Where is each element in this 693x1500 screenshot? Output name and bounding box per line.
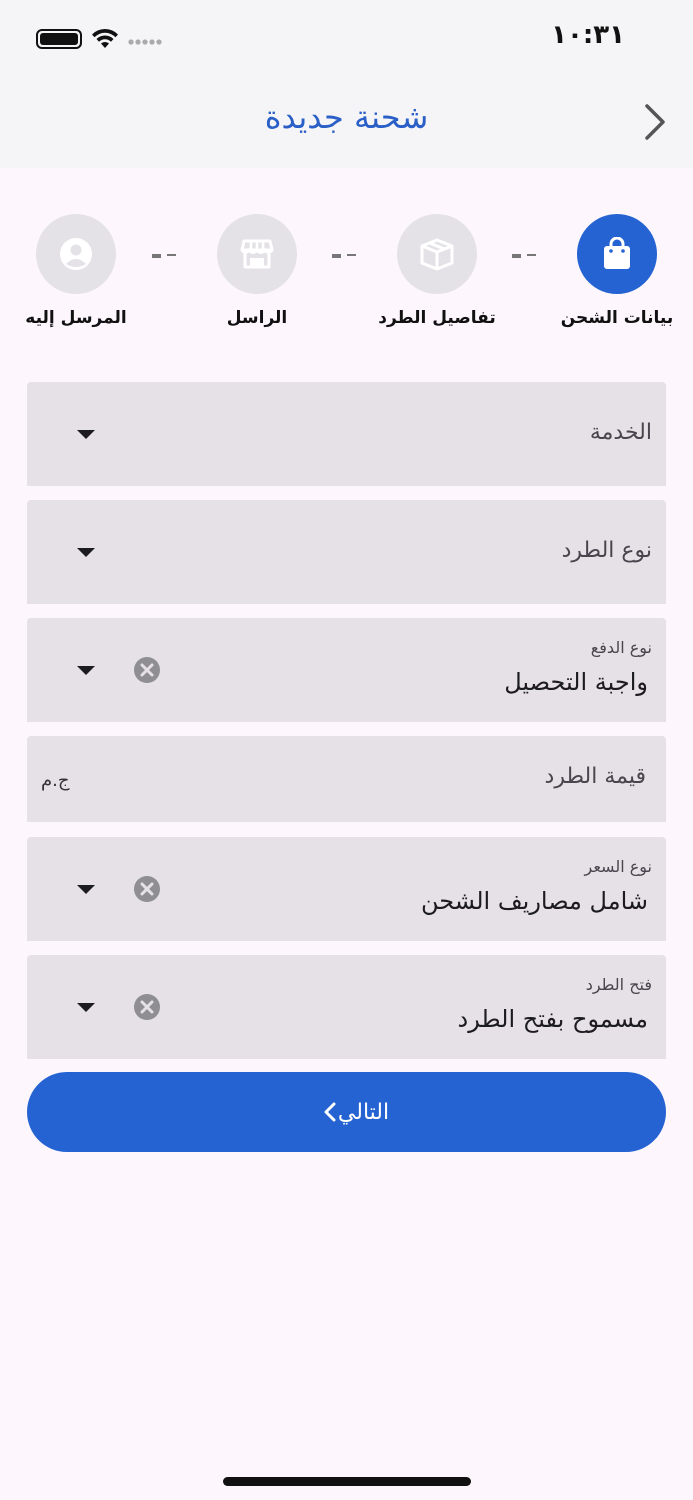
payment-type-value: واجبة التحصيل [504, 668, 648, 696]
step-label: تفاصيل الطرد [378, 308, 496, 328]
wifi-icon [90, 26, 120, 50]
dropdown-arrow-icon [77, 885, 95, 894]
clear-icon[interactable] [133, 656, 161, 684]
package-opening-dropdown[interactable] [27, 955, 666, 1059]
package-value-input[interactable] [27, 736, 666, 822]
price-type-dropdown[interactable] [27, 837, 666, 941]
currency-suffix: ج.م [41, 770, 70, 791]
home-indicator[interactable] [223, 1477, 471, 1486]
chevron-left-icon [322, 1101, 338, 1123]
step-connector [152, 254, 192, 258]
back-chevron-icon[interactable] [639, 100, 671, 144]
step-label: المرسل إليه [25, 308, 127, 328]
dropdown-arrow-icon [77, 1003, 95, 1012]
status-time: ١٠:٣١ [551, 20, 625, 50]
dropdown-arrow-icon [77, 666, 95, 675]
package-opening-value: مسموح بفتح الطرد [457, 1005, 648, 1033]
next-button[interactable] [27, 1072, 666, 1152]
step-circle [397, 214, 477, 294]
payment-type-label: نوع الدفع [590, 638, 652, 657]
step-label: بيانات الشحن [560, 308, 674, 328]
price-type-label: نوع السعر [584, 857, 652, 876]
package-value-placeholder: قيمة الطرد [544, 764, 646, 789]
page-title: شحنة جديدة [264, 98, 429, 136]
store-icon [240, 238, 274, 270]
status-bar [0, 0, 693, 76]
step-connector [512, 254, 552, 258]
package-opening-label: فتح الطرد [585, 975, 652, 994]
cellular-signal-icon [128, 38, 162, 46]
next-button-label: التالي [337, 1099, 390, 1125]
battery-icon [36, 29, 82, 49]
shipment-stepper [0, 168, 693, 358]
price-type-value: شامل مصاريف الشحن [421, 887, 648, 915]
clear-icon[interactable] [133, 993, 161, 1021]
package-box-icon [419, 237, 455, 271]
package-type-dropdown[interactable] [27, 500, 666, 604]
step-label: الراسل [226, 308, 288, 328]
step-circle [36, 214, 116, 294]
user-circle-icon [59, 237, 93, 271]
payment-type-dropdown[interactable] [27, 618, 666, 722]
service-dropdown[interactable] [27, 382, 666, 486]
step-connector [332, 254, 372, 258]
service-placeholder: الخدمة [589, 420, 652, 445]
step-recipient[interactable] [0, 214, 156, 328]
step-circle [217, 214, 297, 294]
step-shipping-data[interactable] [537, 214, 693, 328]
package-type-placeholder: نوع الطرد [561, 538, 652, 563]
step-circle [577, 214, 657, 294]
app-header [0, 76, 693, 168]
shopping-bag-icon [602, 237, 632, 271]
clear-icon[interactable] [133, 875, 161, 903]
step-sender[interactable] [177, 214, 337, 328]
dropdown-arrow-icon [77, 430, 95, 439]
step-package-details[interactable] [357, 214, 517, 328]
dropdown-arrow-icon [77, 548, 95, 557]
